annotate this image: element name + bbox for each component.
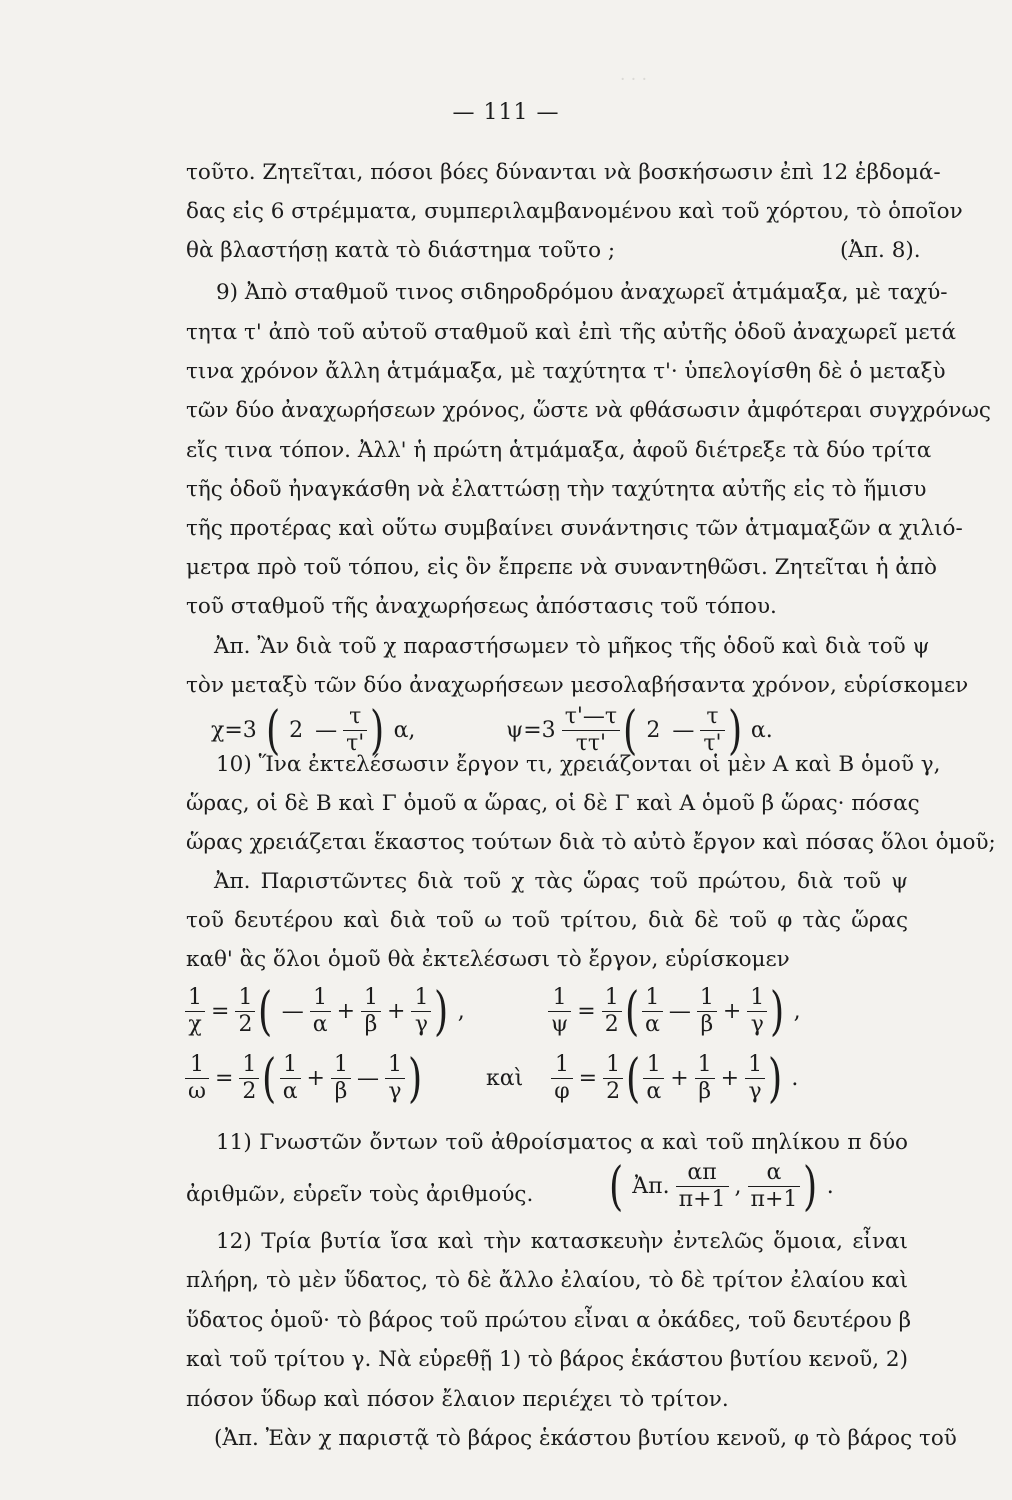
text-line: τῶν δύο ἀναχωρήσεων χρόνος, ὥστε νὰ φθάσωσιν ἀμφότεραι συγχρόνως — [186, 398, 991, 423]
text-line: ὥρας χρειάζεται ἕκαστος τούτων διὰ τὸ αὐτὸ ἔργον καὶ πόσας ὅλοι ὁμοῦ; — [186, 830, 996, 855]
page-number: — 111 — — [452, 100, 560, 125]
text-line: ὥρας, οἱ δὲ Β καὶ Γ ὁμοῦ α ὥρας, οἱ δὲ Γ καὶ Α ὁμοῦ β ὥρας· πόσας — [186, 791, 920, 816]
text-line: καθ' ἃς ὅλοι ὁμοῦ θὰ ἐκτελέσωσι τὸ ἔργον, εὑρίσκομεν — [186, 947, 790, 972]
text-line: τὸν μεταξὺ τῶν δύο ἀναχωρήσεων μεσολαβήσαντα χρόνον, εὑρίσκομεν — [186, 673, 969, 698]
formula-psi: ψ=3 $\frac{\tau'—\tau}{\tau\tau'}$ ( 2 — $\frac{\tau}{\tau'}$ ) α. — [506, 700, 773, 761]
text-line: 10) Ἵνα ἐκτελέσωσιν ἔργον τι, χρειάζονται οἱ μὲν Α καὶ Β ὁμοῦ γ, — [216, 752, 941, 777]
text-line: ἀριθμῶν, εὑρεῖν τοὺς ἀριθμούς. — [186, 1182, 534, 1207]
formula-chi: $\frac{1}{\chi}$ = $\frac{1}{2}$ ( — $\frac{1}{\alpha}$ + $\frac{1}{\beta}$ + $\frac{1}{\gamma}$ ) , — [185, 985, 471, 1038]
text-line: μετρα πρὸ τοῦ τόπου, εἰς ὃν ἔπρεπε νὰ συναντηθῶσι. Ζητεῖται ἡ ἀπὸ — [186, 555, 937, 580]
formula-answer-11: ( Ἀπ. $\frac{\alpha\pi}{\pi+1}$ , $\frac{\alpha}{\pi+1}$ ) . — [609, 1156, 834, 1217]
text-line: τῆς προτέρας καὶ οὕτω συμβαίνει συνάντησις τῶν ἁτμαμαξῶν α χιλιό- — [186, 516, 963, 541]
text-line: τῆς ὁδοῦ ἠναγκάσθη νὰ ἐλαττώσῃ τὴν ταχύτητα αὐτῆς εἰς τὸ ἥμισυ — [186, 477, 927, 502]
text-line: Ἀπ. Παριστῶντες διὰ τοῦ χ τὰς ὥρας τοῦ πρώτου, διὰ τοῦ ψ — [214, 869, 908, 894]
text-line: τοῦ δευτέρου καὶ διὰ τοῦ ω τοῦ τρίτου, διὰ δὲ τοῦ φ τὰς ὥρας — [186, 908, 908, 933]
text-line: τινα χρόνον ἄλλη ἁτμάμαξα, μὲ ταχύτητα τ'· ὑπελογίσθη δὲ ὁ μεταξὺ — [186, 359, 946, 384]
text-line: 12) Τρία βυτία ἴσα καὶ τὴν κατασκευὴν ἐντελῶς ὅμοια, εἶναι — [216, 1229, 908, 1254]
formula-x: χ=3 ( 2 — $\frac{\tau}{\tau'}$ ) α, — [211, 700, 416, 761]
text-line: δας εἰς 6 στρέμματα, συμπεριλαμβανομένου καὶ τοῦ χόρτου, τὸ ὁποῖον — [186, 199, 963, 224]
text-line: πλήρη, τὸ μὲν ὕδατος, τὸ δὲ ἄλλο ἐλαίου, τὸ δὲ τρίτον ἐλαίου καὶ — [186, 1268, 908, 1293]
text-line: πόσον ὕδωρ καὶ πόσον ἔλαιον περιέχει τὸ τρίτον. — [186, 1387, 729, 1412]
text-line: (Ἀπ. Ἐὰν χ παριστᾷ τὸ βάρος ἑκάστου βυτίου κενοῦ, φ τὸ βάρος τοῦ — [214, 1426, 957, 1451]
text-line: θὰ βλαστήσῃ κατὰ τὸ διάστημα τοῦτο ; — [186, 238, 616, 263]
text-line: εἴς τινα τόπον. Ἀλλ' ἡ πρώτη ἁτμάμαξα, ἀφοῦ διέτρεξε τὰ δύο τρίτα — [186, 438, 932, 463]
answer-label: (Ἀπ. 8). — [840, 238, 921, 263]
text-line: 11) Γνωστῶν ὄντων τοῦ ἀθροίσματος α καὶ τοῦ πηλίκου π δύο — [216, 1130, 908, 1155]
text-line: τοῦ σταθμοῦ τῆς ἀναχωρήσεως ἀπόστασις τοῦ τόπου. — [186, 594, 777, 619]
text-line: τοῦτο. Ζητεῖται, πόσοι βόες δύνανται νὰ βοσκήσωσιν ἐπὶ 12 ἑβδομά- — [186, 160, 941, 185]
text-line: Ἀπ. Ἂν διὰ τοῦ χ παραστήσωμεν τὸ μῆκος τῆς ὁδοῦ καὶ διὰ τοῦ ψ — [214, 634, 930, 659]
text-line: καὶ τοῦ τρίτου γ. Νὰ εὑρεθῇ 1) τὸ βάρος ἑκάστου βυτίου κενοῦ, 2) — [186, 1347, 908, 1372]
text-line: ὕδατος ὁμοῦ· τὸ βάρος τοῦ πρώτου εἶναι α ὀκάδες, τοῦ δευτέρου β — [186, 1308, 912, 1333]
bleed-through-text: · · · — [620, 70, 648, 90]
text-line: 9) Ἀπὸ σταθμοῦ τινος σιδηροδρόμου ἀναχωρεῖ ἁτμάμαξα, μὲ ταχύ- — [216, 280, 948, 305]
formula-phi: καὶ $\frac{1}{\varphi}$ = $\frac{1}{2}$ ( $\frac{1}{\alpha}$ + $\frac{1}{\beta}$ + $\frac{1}{\gamma}$ ) . — [486, 1048, 799, 1109]
formula-psi-10: $\frac{1}{\psi}$ = $\frac{1}{2}$ ( $\frac{1}{\alpha}$ — $\frac{1}{\beta}$ + $\frac{1}{\gamma}$ ) , — [548, 985, 807, 1038]
formula-omega: $\frac{1}{\omega}$ = $\frac{1}{2}$ ( $\frac{1}{\alpha}$ + $\frac{1}{\beta}$ — $\frac{1}{\gamma}$ ) — [185, 1052, 425, 1105]
text-line: τητα τ' ἀπὸ τοῦ αὐτοῦ σταθμοῦ καὶ ἐπὶ τῆς αὐτῆς ὁδοῦ ἀναχωρεῖ μετά — [186, 320, 957, 345]
